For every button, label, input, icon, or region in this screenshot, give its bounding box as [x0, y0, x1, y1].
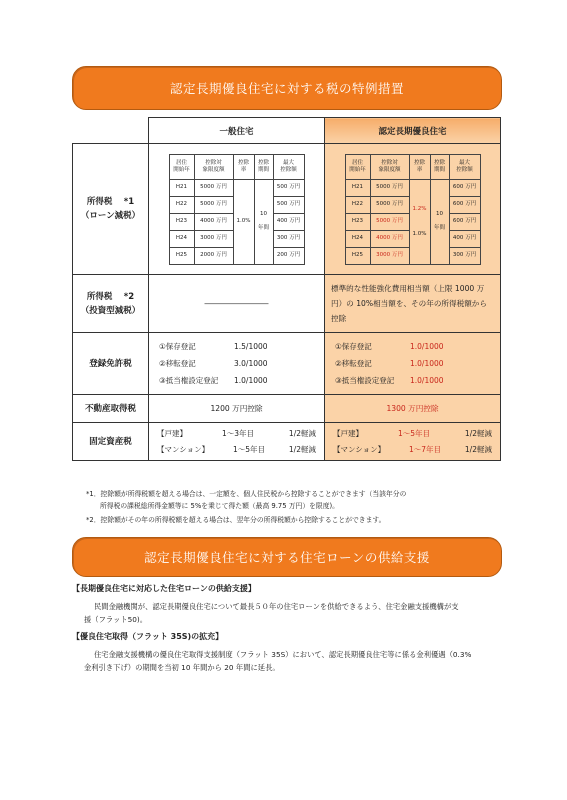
- note-1a: *1．控除額が所得税額を超える場合は、一定額を、個人住民税から控除することができます（当該年分の: [86, 490, 407, 498]
- property-type: 【マンション】: [157, 444, 210, 454]
- note-2: *2．控除額がその年の所得税額を超える場合は、翌年分の所得税額から控除することができます。: [86, 516, 386, 524]
- loan-row: [169, 179, 304, 196]
- loan-header-cell: 居住 開始年: [345, 154, 370, 179]
- loan-max: 200 万円: [273, 247, 304, 264]
- section1-text1: 民間金融機関が、認定長期優良住宅について最長５０年の住宅ローンを供給できるよう、住宅金融支援機構が支: [94, 602, 459, 611]
- registration-item: [335, 338, 490, 355]
- income-tax-invest-label: 所得税 *2 （投資型減税）: [73, 275, 149, 333]
- registration-type: ①保存登記: [159, 342, 196, 351]
- loan-year: H24: [169, 230, 194, 247]
- property-years: 1～5年目: [397, 428, 430, 438]
- loan-header-cell: 最大 控除額: [273, 154, 304, 179]
- general-loan-table-cell: [149, 144, 325, 275]
- loan-limit: 3000 万円: [194, 230, 233, 247]
- property-reduction: 1/2軽減: [288, 444, 316, 454]
- property-general: [149, 423, 325, 461]
- note-1b: 所得税の課税総所得金額等に 5%を乗じて得た額（最高 9.75 万円）を限度)。: [100, 502, 339, 510]
- tax-section-banner: 認定長期優良住宅に対する税の特例措置: [72, 66, 502, 110]
- loan-header-row: [345, 154, 480, 179]
- property-item: [149, 426, 324, 442]
- registration-certified: [325, 333, 501, 395]
- registration-item: [335, 372, 490, 389]
- loan-header-cell: 最大 控除額: [449, 154, 480, 179]
- header-certified: 認定長期優良住宅: [325, 118, 501, 144]
- loan-header-cell: 控除 率: [233, 154, 254, 179]
- loan-header-cell: 控除 期間: [430, 154, 449, 179]
- loan-header-cell: 控除 期間: [254, 154, 273, 179]
- loan-header-cell: 居住 開始年: [169, 154, 194, 179]
- loan-year: H23: [345, 213, 370, 230]
- loan-period: 10 年間: [254, 179, 273, 264]
- loan-year: H24: [345, 230, 370, 247]
- loan-max: 500 万円: [273, 196, 304, 213]
- loan-max: 600 万円: [449, 196, 480, 213]
- loan-limit: 5000 万円: [370, 179, 409, 196]
- loan-period: 10 年間: [430, 179, 449, 264]
- loan-max: 400 万円: [273, 213, 304, 230]
- empty-corner: [73, 118, 149, 144]
- income-tax-loan-label: 所得税 *1 （ローン減税）: [73, 144, 149, 275]
- registration-general: [149, 333, 325, 395]
- loan-max: 300 万円: [449, 247, 480, 264]
- property-reduction: 1/2軽減: [464, 428, 492, 438]
- property-reduction: 1/2軽減: [288, 428, 316, 438]
- property-type: 【戸建】: [333, 428, 363, 438]
- property-reduction: 1/2軽減: [464, 444, 492, 454]
- property-years: 1～7年目: [409, 444, 442, 454]
- loan-header-cell: 控除対 象限度額: [194, 154, 233, 179]
- loan-limit: 5000 万円: [194, 179, 233, 196]
- registration-type: ①保存登記: [335, 342, 372, 351]
- property-certified: [325, 423, 501, 461]
- loan-limit: 4000 万円: [194, 213, 233, 230]
- section1-heading: 【長期優良住宅に対応した住宅ローンの供給支援】: [72, 584, 256, 593]
- registration-type: ③抵当権設定登記: [159, 376, 219, 385]
- registration-item: [335, 355, 490, 372]
- registration-type: ②移転登記: [335, 359, 372, 368]
- loan-limit: 5000 万円: [370, 196, 409, 213]
- section2-text2: 金利引き下げ）の期間を当初 10 年間から 20 年間に延長。: [84, 663, 280, 672]
- loan-limit: 5000 万円: [370, 213, 409, 230]
- loan-limit: 4000 万円: [370, 230, 409, 247]
- loan-year: H23: [169, 213, 194, 230]
- tax-table: [72, 117, 501, 461]
- acquisition-certified: 1300 万円控除: [325, 395, 501, 423]
- acquisition-tax-label: 不動産取得税: [73, 395, 149, 423]
- loan-year: H25: [345, 247, 370, 264]
- registration-item: [159, 355, 314, 372]
- loan-limit: 2000 万円: [194, 247, 233, 264]
- property-years: 1～3年目: [221, 428, 254, 438]
- section2-text1: 住宅金融支援機構の優良住宅取得支援制度（フラット 35S）において、認定長期優良住宅等に係る金利優遇（0.3%: [94, 650, 472, 659]
- loan-year: H22: [169, 196, 194, 213]
- general-invest-dash: ――――――――: [149, 275, 325, 333]
- loan-header-cell: 控除 率: [409, 154, 430, 179]
- loan-max: 600 万円: [449, 213, 480, 230]
- property-item: [325, 442, 500, 458]
- loan-year: H22: [345, 196, 370, 213]
- property-type: 【戸建】: [157, 428, 187, 438]
- registration-item: [159, 372, 314, 389]
- header-general: 一般住宅: [149, 118, 325, 144]
- registration-rate: 1.0/1000: [410, 342, 444, 351]
- loan-year: H21: [169, 179, 194, 196]
- loan-row: [345, 179, 480, 196]
- registration-rate: 1.0/1000: [410, 376, 444, 385]
- loan-header-cell: 控除対 象限度額: [370, 154, 409, 179]
- property-tax-label: 固定資産税: [73, 423, 149, 461]
- loan-max: 300 万円: [273, 230, 304, 247]
- loan-max: 500 万円: [273, 179, 304, 196]
- loan-max: 600 万円: [449, 179, 480, 196]
- certified-loan-table-cell: [325, 144, 501, 275]
- loan-rate: 1.2% 1.0%: [409, 179, 430, 264]
- loan-limit: 5000 万円: [194, 196, 233, 213]
- loan-year: H21: [345, 179, 370, 196]
- registration-type: ③抵当権設定登記: [335, 376, 395, 385]
- property-item: [325, 426, 500, 442]
- general-loan-table: [169, 154, 305, 265]
- certified-invest-text: 標準的な性能強化費用相当額（上限 1000 万円）の 10%相当額を、その年の所得税額から控除: [325, 275, 501, 333]
- loan-max: 400 万円: [449, 230, 480, 247]
- registration-tax-label: 登録免許税: [73, 333, 149, 395]
- loan-year: H25: [169, 247, 194, 264]
- loan-header-row: [169, 154, 304, 179]
- registration-type: ②移転登記: [159, 359, 196, 368]
- property-years: 1～5年目: [233, 444, 266, 454]
- registration-item: [159, 338, 314, 355]
- property-type: 【マンション】: [333, 444, 386, 454]
- registration-rate: 3.0/1000: [234, 359, 268, 368]
- section1-text2: 援（フラット50)。: [84, 615, 148, 624]
- registration-rate: 1.5/1000: [234, 342, 268, 351]
- certified-loan-table: [345, 154, 481, 265]
- registration-rate: 1.0/1000: [410, 359, 444, 368]
- loan-section-banner: 認定長期優良住宅に対する住宅ローンの供給支援: [72, 537, 502, 577]
- loan-rate: 1.0%: [233, 179, 254, 264]
- property-item: [149, 442, 324, 458]
- acquisition-general: 1200 万円控除: [149, 395, 325, 423]
- section2-heading: 【優良住宅取得（フラット 35S)の拡充】: [72, 632, 224, 641]
- registration-rate: 1.0/1000: [234, 376, 268, 385]
- loan-limit: 3000 万円: [370, 247, 409, 264]
